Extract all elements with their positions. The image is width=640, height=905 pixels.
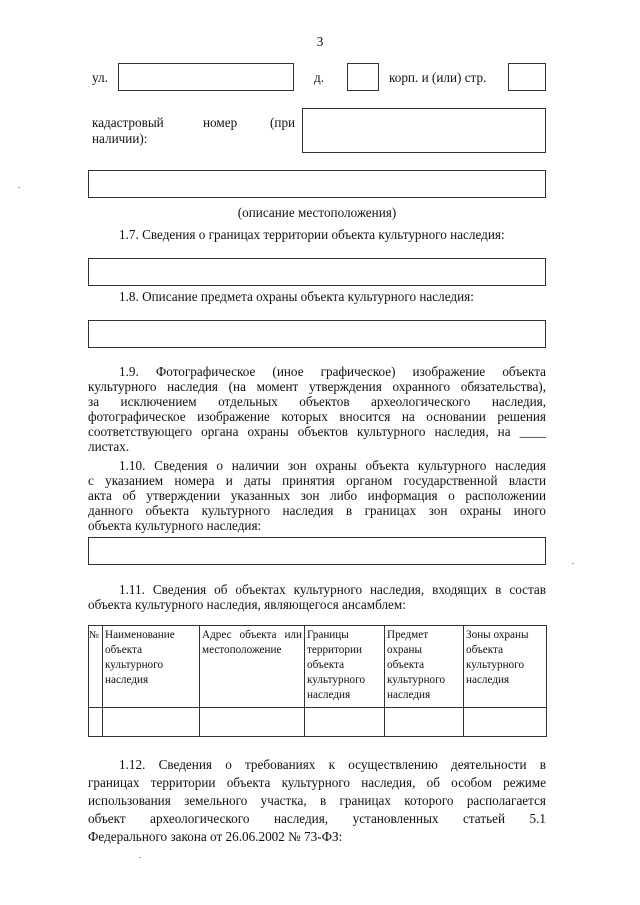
section-1-10-line: с указанием номера и даты принятия органом государственной власти [88, 473, 546, 488]
section-1-9-line: 1.9. Фотографическое (иное графическое) изображение объекта [119, 364, 546, 379]
section-1-12-line: 1.12. Сведения о требованиях к осуществлению деятельности в [119, 757, 546, 772]
protection-zones-input[interactable] [88, 537, 546, 565]
house-label: д. [314, 70, 325, 85]
header-name: Наименование объекта культурного наследия [103, 626, 200, 708]
section-1-10-line: данного объекта культурного наследия в границах зон охраны иного [88, 503, 546, 518]
header-address: Адрес объекта или местоположение [200, 626, 305, 708]
header-protection-subject: Предмет охраны объекта культурного наследия [385, 626, 464, 708]
scan-speck [572, 563, 574, 564]
header-number: № [89, 626, 103, 708]
ensemble-objects-table [88, 625, 547, 737]
page-number: 3 [316, 34, 324, 49]
cadastral-label-word1: кадастровый [92, 115, 164, 130]
section-1-9-line: листах. [88, 439, 130, 454]
section-1-9-line: соответствующего органа охраны объектов культурного наследия, на ____ [88, 424, 546, 439]
table-cell[interactable] [385, 708, 464, 737]
table-header-row [89, 626, 547, 708]
section-1-12-line: границах территории объекта культурного наследия, об особом режиме [88, 775, 546, 790]
cadastral-number-input[interactable] [302, 108, 546, 153]
table-cell[interactable] [200, 708, 305, 737]
scan-speck [139, 857, 141, 858]
header-boundaries: Границы территории объекта культурного наследия [305, 626, 385, 708]
section-1-9-line: культурного наследия (на момент утверждения охранного обязательства), [88, 379, 546, 394]
protection-subject-input[interactable] [88, 320, 546, 348]
section-1-10-line: 1.10. Сведения о наличии зон охраны объекта культурного наследия [119, 458, 546, 473]
section-1-11-line: объекта культурного наследия, являющегося ансамблем: [88, 597, 406, 612]
territory-boundaries-input[interactable] [88, 258, 546, 286]
section-1-10-line: акта об утверждении указанных зон либо информация о расположении [88, 488, 546, 503]
table-cell[interactable] [305, 708, 385, 737]
scan-speck [18, 187, 20, 188]
street-label: ул. [92, 70, 108, 85]
section-1-11-text [88, 582, 546, 612]
section-1-12-text [88, 756, 546, 846]
table-cell[interactable] [464, 708, 547, 737]
building-input[interactable] [508, 63, 546, 91]
table-row [89, 708, 547, 737]
building-label: корп. и (или) стр. [389, 70, 487, 85]
section-1-11-line: 1.11. Сведения об объектах культурного наследия, входящих в состав [119, 582, 546, 597]
cadastral-label-word3: (при [270, 115, 296, 130]
street-input[interactable] [118, 63, 294, 91]
header-protection-zones: Зоны охраны объекта культурного наследия [464, 626, 547, 708]
cadastral-label-line2: наличии): [92, 131, 148, 146]
table-cell[interactable] [103, 708, 200, 737]
section-1-10-line: объекта культурного наследия: [88, 518, 262, 533]
location-description-input[interactable] [88, 170, 546, 198]
cadastral-label-word2: номер [203, 115, 238, 130]
section-1-9-line: фотографическое изображение которых вносится на основании решения [88, 409, 546, 424]
section-1-10-text [88, 458, 546, 533]
section-1-7-heading: 1.7. Сведения о границах территории объекта культурного наследия: [119, 227, 505, 242]
house-input[interactable] [347, 63, 379, 91]
location-caption: (описание местоположения) [237, 205, 397, 220]
section-1-12-line: использования земельного участка, в границах которого располагается [88, 793, 546, 808]
section-1-12-line: Федерального закона от 26.06.2002 № 73-ФЗ: [88, 829, 343, 844]
section-1-9-line: за исключением отдельных объектов археологического наследия, [88, 394, 546, 409]
section-1-8-heading: 1.8. Описание предмета охраны объекта культурного наследия: [119, 289, 474, 304]
section-1-12-line: объект археологического наследия, установленных статьей 5.1 [88, 811, 546, 826]
section-1-9-text [88, 364, 546, 454]
table-cell[interactable] [89, 708, 103, 737]
